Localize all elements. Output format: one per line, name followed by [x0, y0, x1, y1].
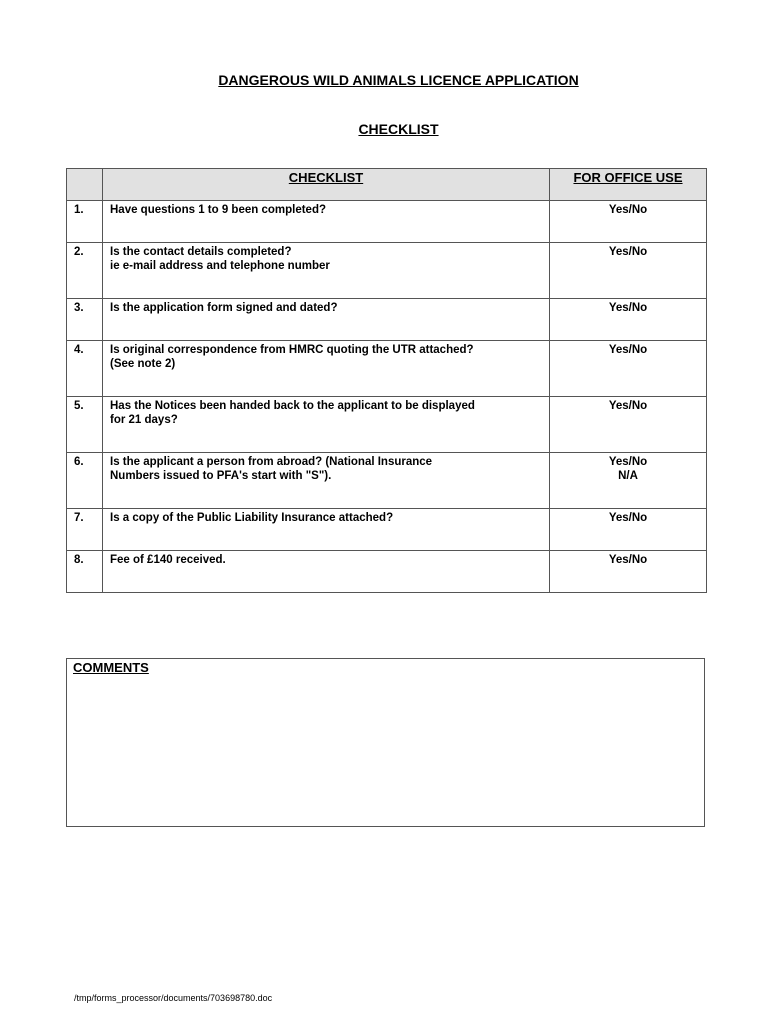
question-line: Have questions 1 to 9 been completed? — [110, 204, 326, 216]
row-answer[interactable] — [550, 397, 707, 453]
checklist-table — [66, 168, 707, 593]
row-answer[interactable] — [550, 201, 707, 243]
row-number: 5. — [67, 397, 103, 453]
table-row — [67, 341, 707, 397]
comments-box[interactable] — [66, 658, 705, 827]
row-question — [103, 397, 550, 453]
comments-label: COMMENTS — [73, 660, 149, 675]
row-number: 7. — [67, 509, 103, 551]
footer-file-path: /tmp/forms_processor/documents/703698780.doc — [74, 993, 273, 1003]
question-line: Is the applicant a person from abroad? (National Insurance — [110, 456, 433, 468]
question-line: Fee of £140 received. — [110, 554, 226, 566]
answer-option: Yes/No — [608, 456, 648, 468]
row-answer[interactable] — [550, 551, 707, 593]
row-question — [103, 243, 550, 299]
header-office-use: FOR OFFICE USE — [550, 169, 707, 201]
table-row — [67, 551, 707, 593]
checklist-heading: CHECKLIST — [358, 121, 439, 137]
row-question — [103, 509, 550, 551]
answer-option: Yes/No — [608, 204, 648, 216]
row-number: 2. — [67, 243, 103, 299]
table-row — [67, 453, 707, 509]
question-line: for 21 days? — [110, 414, 178, 426]
question-line: Is the contact details completed? — [110, 246, 292, 258]
row-number: 4. — [67, 341, 103, 397]
table-row — [67, 299, 707, 341]
row-answer[interactable] — [550, 299, 707, 341]
row-answer[interactable] — [550, 509, 707, 551]
question-line: Is original correspondence from HMRC quoting the UTR attached? — [110, 344, 474, 356]
question-line: Is a copy of the Public Liability Insurance attached? — [110, 512, 394, 524]
answer-option: Yes/No — [608, 246, 648, 258]
row-number: 3. — [67, 299, 103, 341]
question-line: (See note 2) — [110, 358, 176, 370]
row-question — [103, 341, 550, 397]
answer-option: Yes/No — [608, 512, 648, 524]
question-line: Has the Notices been handed back to the applicant to be displayed — [110, 400, 475, 412]
table-row — [67, 243, 707, 299]
question-line: ie e-mail address and telephone number — [110, 260, 330, 272]
row-question — [103, 299, 550, 341]
row-answer[interactable] — [550, 243, 707, 299]
row-number: 6. — [67, 453, 103, 509]
answer-option: Yes/No — [608, 554, 648, 566]
answer-option: Yes/No — [608, 400, 648, 412]
row-answer[interactable] — [550, 341, 707, 397]
question-line: Is the application form signed and dated? — [110, 302, 338, 314]
header-checklist: CHECKLIST — [103, 169, 550, 201]
header-number — [67, 169, 103, 201]
row-number: 8. — [67, 551, 103, 593]
row-question — [103, 453, 550, 509]
table-header-row — [67, 169, 707, 201]
table-row — [67, 509, 707, 551]
document-title: DANGEROUS WILD ANIMALS LICENCE APPLICATION — [218, 72, 579, 88]
answer-option: Yes/No — [608, 302, 648, 314]
row-number: 1. — [67, 201, 103, 243]
answer-option: Yes/No — [608, 344, 648, 356]
row-answer[interactable] — [550, 453, 707, 509]
answer-option: N/A — [618, 470, 638, 482]
table-row — [67, 397, 707, 453]
table-row — [67, 201, 707, 243]
question-line: Numbers issued to PFA's start with "S"). — [110, 470, 332, 482]
row-question — [103, 201, 550, 243]
row-question — [103, 551, 550, 593]
